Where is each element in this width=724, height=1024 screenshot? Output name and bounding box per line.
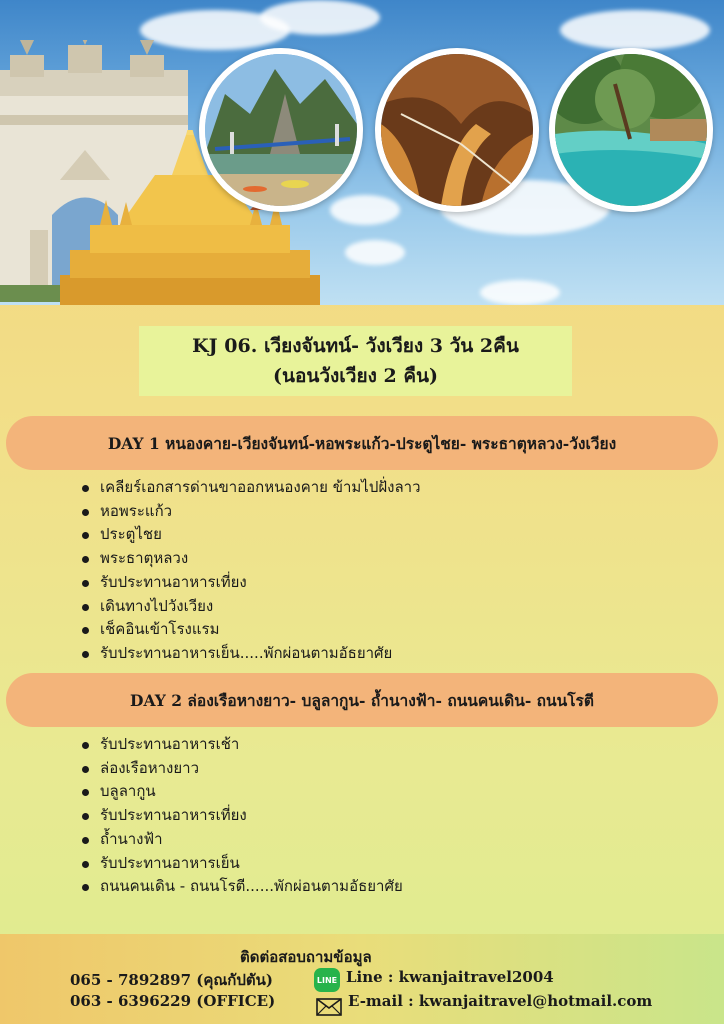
list-item: รับประทานอาหารเช้า [78,733,403,757]
list-item: ถ้ำนางฟ้า [78,828,403,852]
day2-itinerary-list [78,733,403,899]
list-item: รับประทานอาหารเที่ยง [78,571,421,595]
tour-title-line1: KJ 06. เวียงจันทน์- วังเวียง 3 วัน 2คืน [192,335,519,357]
phone-number-1[interactable]: 065 - 7892897 (คุณกัปตัน) [70,971,274,989]
hero-banner [0,0,724,305]
list-item: ล่องเรือหางยาว [78,757,403,781]
list-item: รับประทานอาหารเย็น.....พักผ่อนตามอัธยาศัย [78,642,421,666]
contact-title: ติดต่อสอบถามข้อมูล [240,948,372,966]
line-id[interactable]: Line : kwanjaitravel2004 [346,968,554,986]
day1-heading: DAY 1 หนองคาย-เวียงจันทน์-หอพระแก้ว-ประตูไชย- พระธาตุหลวง-วังเวียง [107,433,617,453]
day1-itinerary-list [78,476,421,666]
list-item: พระธาตุหลวง [78,547,421,571]
list-item: หอพระแก้ว [78,500,421,524]
vang-vieng-river-photo [199,48,363,212]
list-item: รับประทานอาหารเย็น [78,852,403,876]
phone-number-2[interactable]: 063 - 6396229 (OFFICE) [70,992,276,1010]
list-item: รับประทานอาหารเที่ยง [78,804,403,828]
blue-lagoon-photo [549,48,713,212]
email-address[interactable]: E-mail : kwanjaitravel@hotmail.com [348,992,653,1010]
list-item: เดินทางไปวังเวียง [78,595,421,619]
list-item: เช็คอินเข้าโรงแรม [78,618,421,642]
tour-title-line2: (นอนวังเวียง 2 คืน) [272,365,439,387]
envelope-icon [316,998,342,1016]
line-app-icon: LINE [314,968,340,992]
day2-heading: DAY 2 ล่องเรือหางยาว- บลูลากูน- ถ้ำนางฟ้า- ถนนคนเดิน- ถนนโรตี [130,690,594,710]
list-item: บลูลากูน [78,780,403,804]
tham-nang-fa-cave-photo [375,48,539,212]
day2-banner [6,673,718,727]
list-item: ถนนคนเดิน - ถนนโรตี......พักผ่อนตามอัธยาศัย [78,875,403,899]
list-item: ประตูไชย [78,523,421,547]
list-item: เคลียร์เอกสารด่านขาออกหนองคาย ข้ามไปฝั่งลาว [78,476,421,500]
day1-banner [6,416,718,470]
tour-title-box [139,326,572,396]
